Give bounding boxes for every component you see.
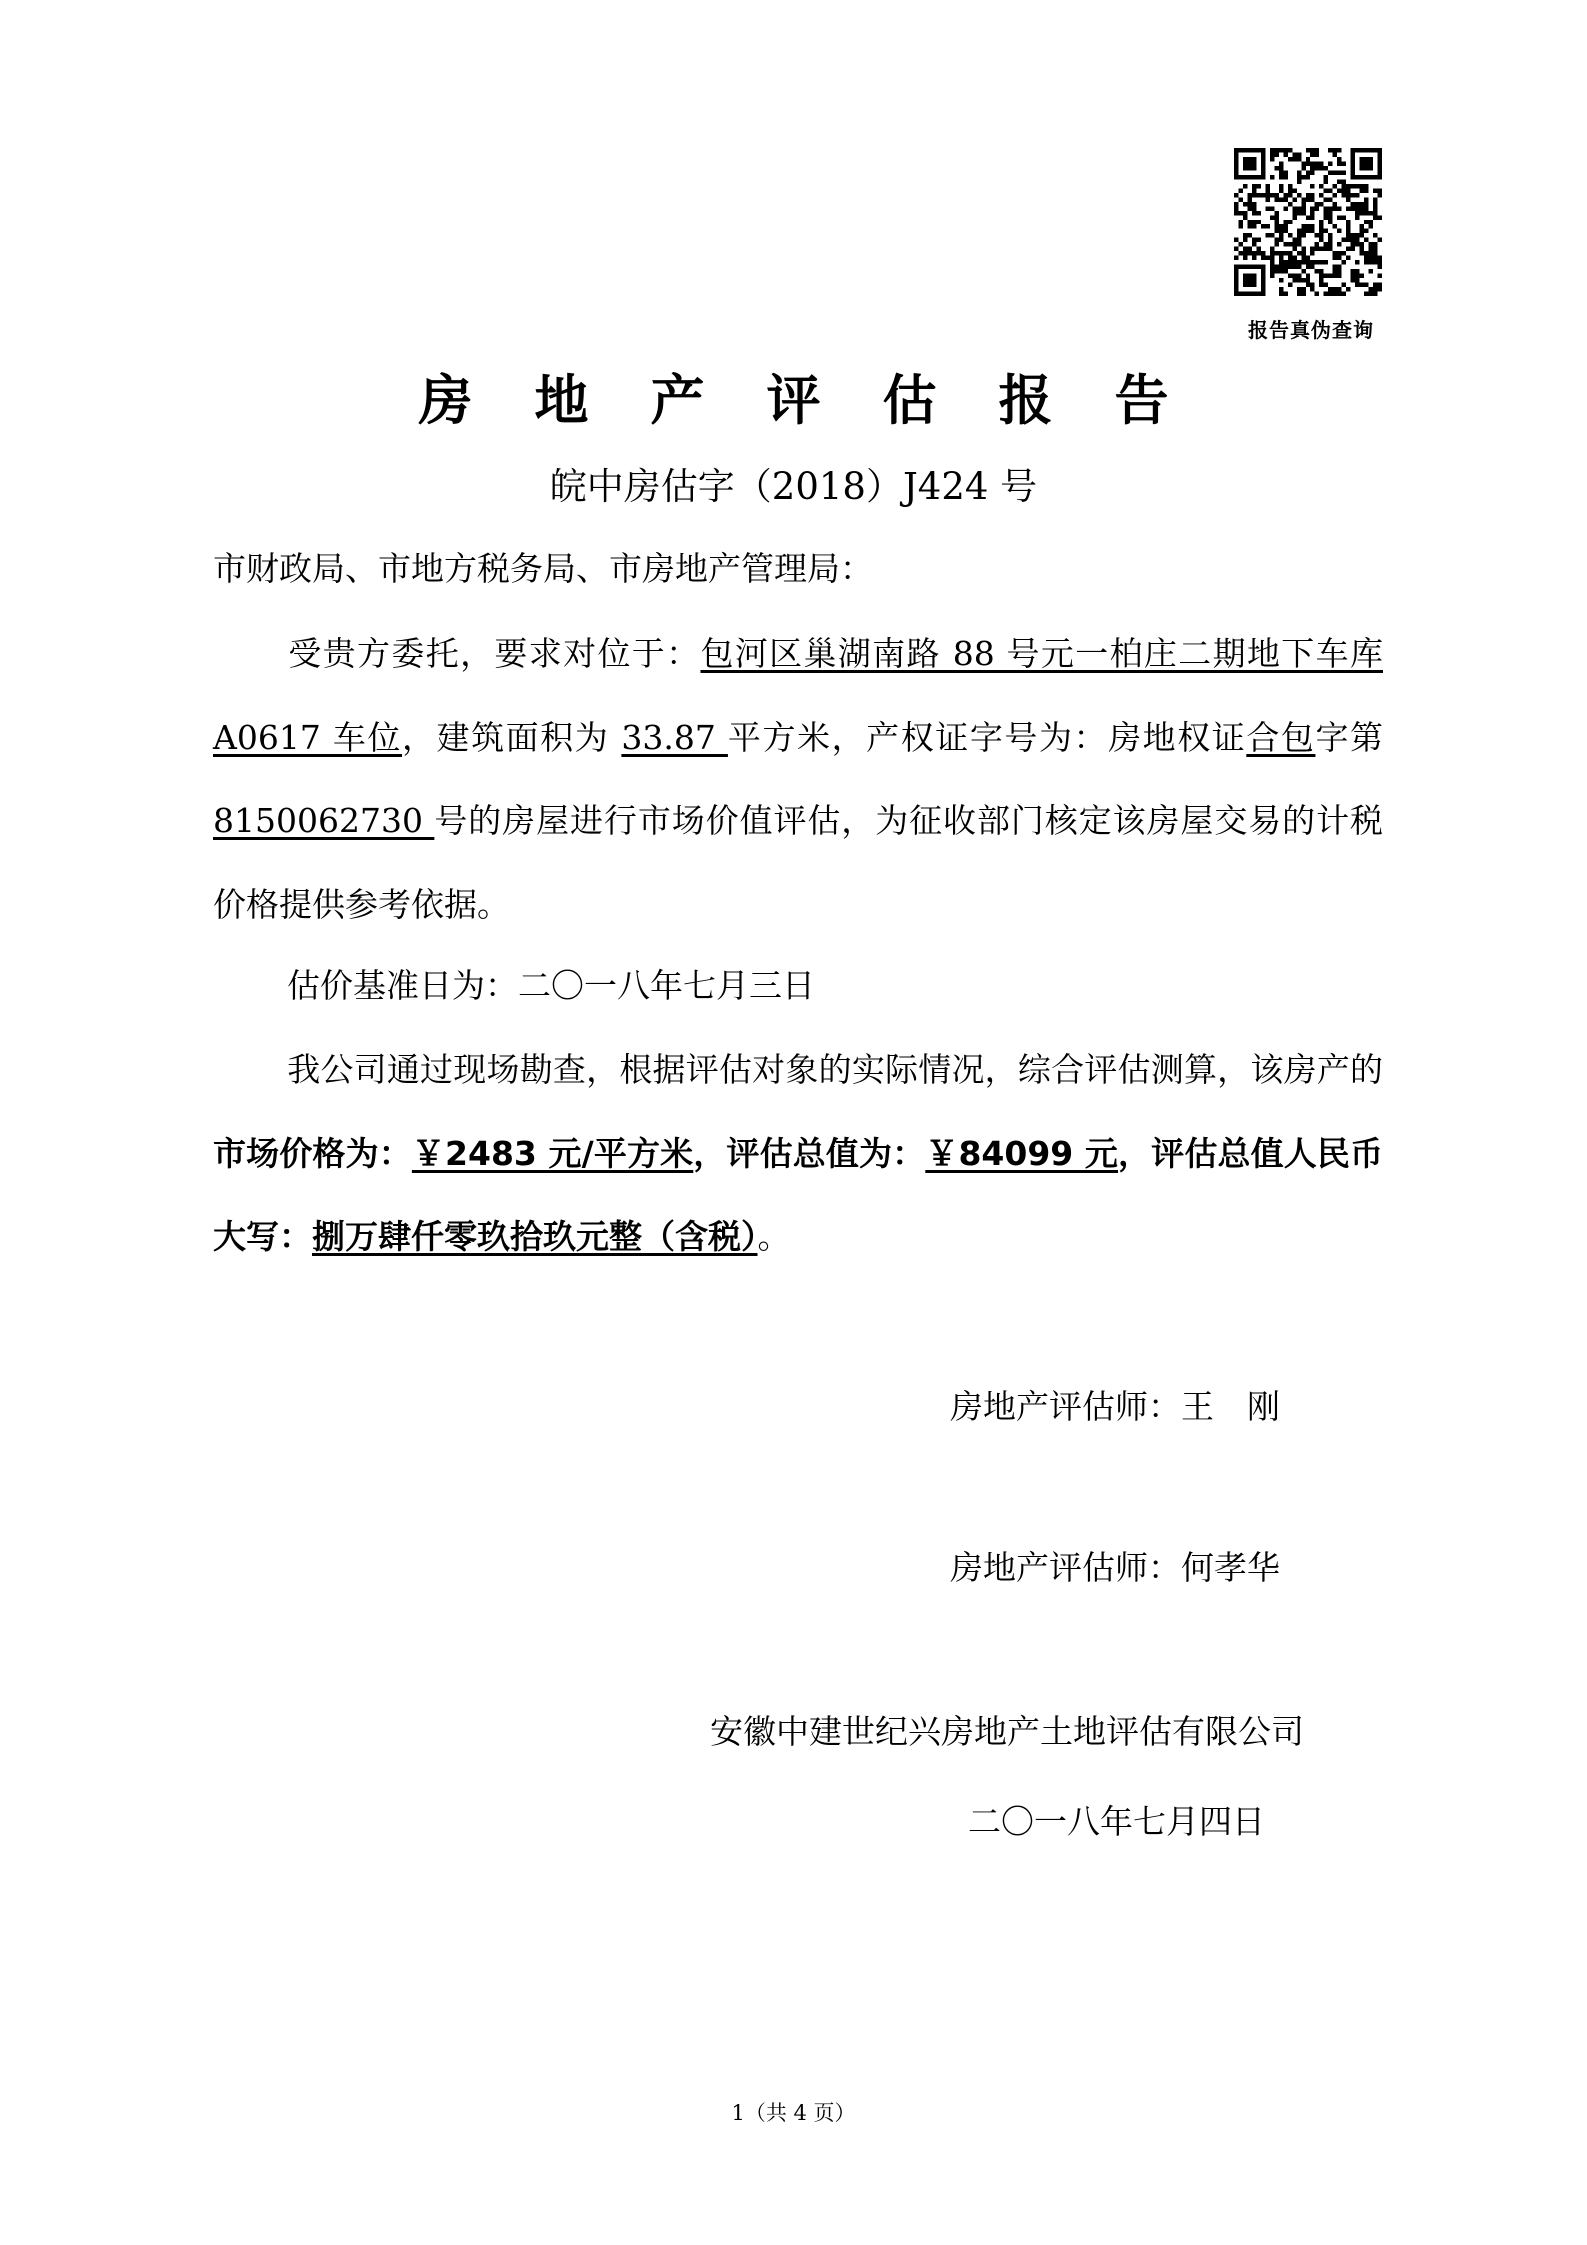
para3-text-2: 市场价格为：: [213, 1133, 412, 1173]
title-char: 估: [882, 369, 937, 432]
qr-caption: 报告真伪查询: [1248, 318, 1374, 342]
paragraph-commission: [213, 612, 1383, 946]
total-value-chinese: 捌万肆仟零玖拾玖元整（含税）: [312, 1217, 758, 1256]
para1-text-2: ，建筑面积为: [401, 717, 622, 757]
appraiser-signature-1: 房地产评估师：王 刚: [950, 1387, 1280, 1426]
qr-code-icon: [1234, 148, 1382, 296]
unit-price: ￥2483 元/平方米: [411, 1133, 694, 1173]
para3-text-3: ，评估总值为：: [693, 1133, 926, 1173]
para3-text-4: ，评估总值人民币大写：: [213, 1133, 1384, 1256]
paragraph-valuation-result: [213, 1028, 1383, 1279]
para3-text-1: 我公司通过现场勘查，根据评估对象的实际情况，综合评估测算，该房产的: [287, 1050, 1383, 1089]
report-title: [0, 358, 1587, 435]
total-value: ￥84099 元: [925, 1133, 1119, 1173]
para1-text-4: 字第: [1315, 717, 1383, 757]
appraiser-signature-2: 房地产评估师：何孝华: [950, 1548, 1280, 1587]
valuation-date-label: 估价基准日为：: [287, 966, 518, 1005]
title-char: 地: [534, 369, 589, 432]
para1-text-3: 平方米，产权证字号为：房地权证: [727, 717, 1247, 757]
valuation-date: 二〇一八年七月三日: [518, 966, 815, 1005]
title-char: 产: [650, 369, 705, 432]
certificate-number: 8150062730: [213, 801, 435, 840]
title-char: 评: [766, 369, 821, 432]
para3-text-5: 。: [757, 1217, 791, 1256]
property-location: 包河区巢湖南路 88 号元一柏庄二期地下车库 A0617 车位: [213, 634, 1383, 757]
para1-text-1: 受贵方委托，要求对位于：: [287, 634, 701, 673]
building-area: 33.87: [621, 717, 728, 757]
title-char: 房: [418, 369, 473, 432]
para1-text-5: 号的房屋进行市场价值评估，为征收部门核定该房屋交易的计税价格提供参考依据。: [213, 801, 1383, 924]
title-char: 报: [998, 369, 1053, 432]
company-name: 安徽中建世纪兴房地产土地评估有限公司: [710, 1712, 1304, 1751]
certificate-prefix: 合包: [1246, 717, 1316, 757]
qr-code-graphic: [1234, 148, 1382, 296]
issue-date: 二〇一八年七月四日: [968, 1802, 1265, 1841]
paragraph-valuation-date: [213, 944, 1383, 1028]
addressee: 市财政局、市地方税务局、市房地产管理局：: [213, 549, 873, 588]
title-char: 告: [1114, 369, 1169, 432]
report-number: 皖中房估字（2018）J424 号: [549, 465, 1038, 508]
page-footer: 1（共 4 页）: [731, 2101, 856, 2125]
